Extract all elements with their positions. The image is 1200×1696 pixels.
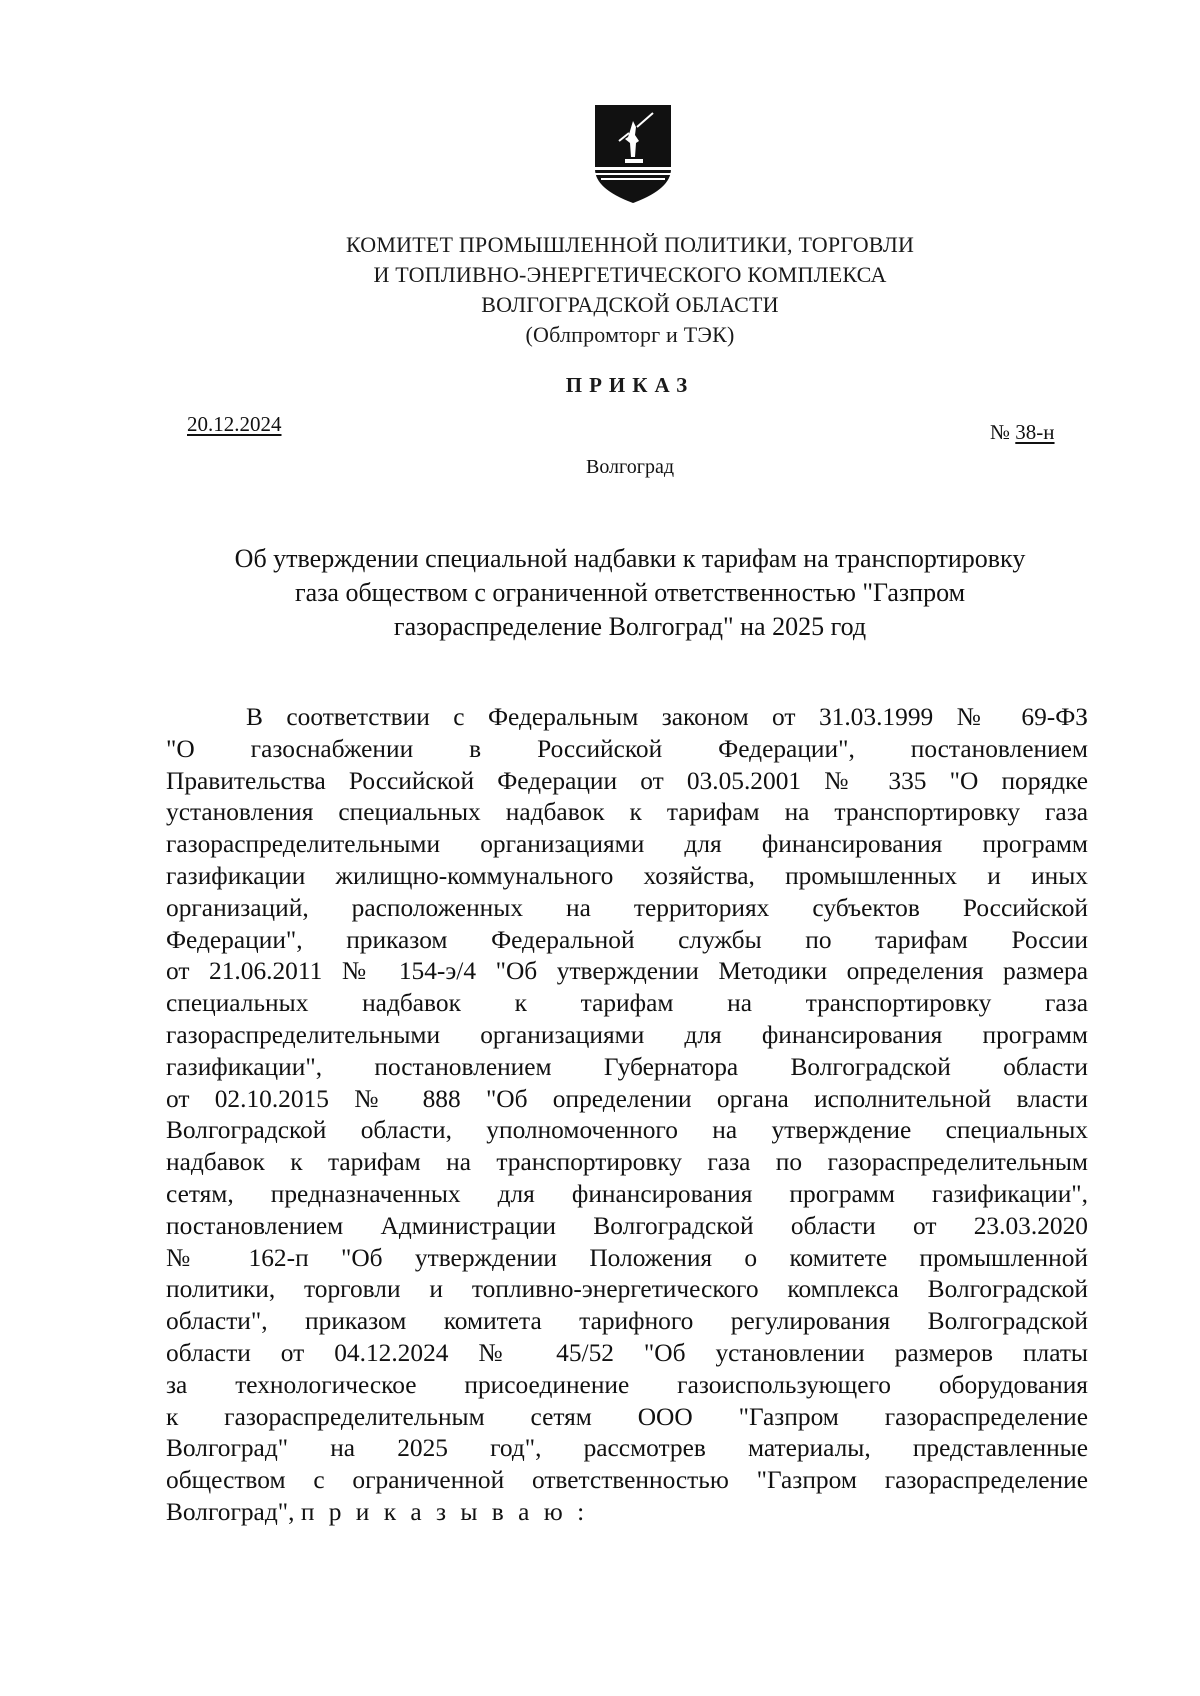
org-name-line: ВОЛГОГРАДСКОЙ ОБЛАСТИ (481, 292, 779, 317)
document-city: Волгоград (585, 456, 675, 478)
document-kind-title: ПРИКАЗ (565, 373, 695, 397)
subject-line: газа обществом с ограниченной ответственностью "Газпром (294, 578, 966, 607)
subject-line: Об утверждении специальной надбавки к тарифам на транспортировку (234, 544, 1026, 573)
document-number (990, 420, 1055, 445)
body-line: от 21.06.2011 № 154-э/4 "Об утверждении Методики определения размера (166, 957, 1088, 986)
volgograd-coat-of-arms-icon (593, 103, 673, 205)
document-subject (170, 542, 1090, 644)
body-line: Федерации", приказом Федеральной службы по тарифам России (166, 925, 1088, 954)
document-body (166, 702, 1088, 1529)
body-line: газораспределительными организациями для финансирования программ (166, 830, 1088, 859)
body-line: специальных надбавок к тарифам на транспортировку газа (166, 989, 1088, 1018)
document-date: 20.12.2024 (187, 412, 282, 436)
body-final-text: Волгоград", (166, 1497, 295, 1526)
body-line: организаций, расположенных на территориях субъектов Российской (166, 893, 1088, 922)
body-line-final (166, 1497, 1088, 1529)
body-line: постановлением Администрации Волгоградской области от 23.03.2020 (166, 1211, 1088, 1240)
org-header (200, 230, 1060, 350)
body-line: области от 04.12.2024 № 45/52 "Об установлении размеров платы (166, 1338, 1088, 1367)
body-line: установления специальных надбавок к тарифам на транспортировку газа (166, 798, 1088, 827)
body-line: обществом с ограниченной ответственностью "Газпром газораспределение (166, 1466, 1088, 1495)
body-line: за технологическое присоединение газоиспользующего оборудования (166, 1370, 1088, 1399)
body-line: сетям, предназначенных для финансирования программ газификации", (166, 1179, 1088, 1208)
number-sign: № (990, 420, 1011, 444)
org-name-line: КОМИТЕТ ПРОМЫШЛЕННОЙ ПОЛИТИКИ, ТОРГОВЛИ (345, 232, 915, 257)
org-short-name: (Облпромторг и ТЭК) (525, 322, 735, 347)
body-line: "О газоснабжении в Российской Федерации", постановлением (166, 734, 1088, 763)
body-line: газораспределительными организациями для финансирования программ (166, 1020, 1088, 1049)
body-line: № 162-п "Об утверждении Положения о комитете промышленной (166, 1243, 1088, 1272)
org-name-line: И ТОПЛИВНО-ЭНЕРГЕТИЧЕСКОГО КОМПЛЕКСА (373, 262, 887, 287)
body-line: Волгоград" на 2025 год", рассмотрев материалы, представленные (166, 1434, 1088, 1463)
body-line: Волгоградской области, уполномоченного на утверждение специальных (166, 1116, 1088, 1145)
body-line: Правительства Российской Федерации от 03.05.2001 № 335 "О порядке (166, 766, 1088, 795)
body-line: газификации жилищно-коммунального хозяйства, промышленных и иных (166, 861, 1088, 890)
body-line: от 02.10.2015 № 888 "Об определении органа исполнительной власти (166, 1084, 1088, 1113)
body-line: надбавок к тарифам на транспортировку газа по газораспределительным (166, 1148, 1088, 1177)
body-line: В соответствии с Федеральным законом от 31.03.1999 № 69-ФЗ (246, 703, 1088, 731)
body-line: политики, торговли и топливно-энергетического комплекса Волгоградской (166, 1275, 1088, 1304)
body-line: газификации", постановлением Губернатора Волгоградской области (166, 1052, 1088, 1081)
body-line: области", приказом комитета тарифного регулирования Волгоградской (166, 1307, 1088, 1336)
subject-line: газораспределение Волгоград" на 2025 год (393, 612, 867, 641)
order-verb: п р и к а з ы в а ю : (300, 1497, 589, 1526)
body-line: к газораспределительным сетям ООО "Газпром газораспределение (166, 1402, 1088, 1431)
number-value: 38-н (1015, 420, 1055, 444)
